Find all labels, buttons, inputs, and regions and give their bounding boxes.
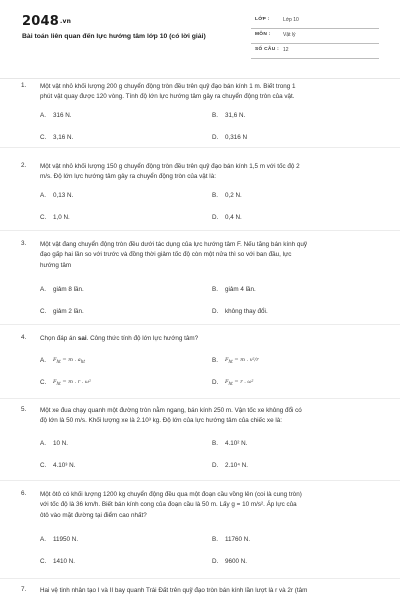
meta-info (251, 14, 379, 59)
question-text (40, 406, 380, 427)
question-line: hướng tâm (40, 261, 72, 269)
question-number: 2. (21, 162, 27, 169)
header-divider (0, 78, 400, 79)
question-number: 5. (21, 406, 27, 413)
question-number: 6. (21, 490, 27, 497)
meta-class-row (251, 14, 379, 29)
question-line: Một xe đua chạy quanh một đường tròn nằm ngang, bán kính 250 m. Vận tốc xe không đổi có (40, 407, 302, 414)
question-text (40, 82, 380, 103)
question-line: Một vật nhỏ khối lượng 200 g chuyển động tròn đều trên quỹ đạo bán kính 1 m. Biết trong 1 (40, 83, 296, 90)
question-divider (0, 324, 400, 325)
question-line: độ lớn là 50 m/s. Khối lượng xe là 2.10³ kg. Độ lớn của lực hướng tâm của chiếc xe là: (40, 417, 282, 425)
question-number: 4. (21, 334, 27, 341)
question-line: m/s. Độ lớn lực hướng tâm gây ra chuyển động tròn của vật là: (40, 173, 216, 181)
meta-label: MÔN : (255, 32, 271, 37)
meta-label: SỐ CÂU : (255, 47, 279, 52)
question-number: 3. (21, 240, 27, 247)
question-text (40, 586, 380, 596)
question-line: Một ôtô có khối lượng 1200 kg chuyển động đều qua một đoạn cầu vồng lên (coi là cung tròn) (40, 491, 302, 498)
question-text: Chọn đáp án sai. Công thức tính độ lớn lực hướng tâm? (40, 335, 199, 342)
question-divider (0, 480, 400, 481)
question-number: 7. (21, 586, 27, 593)
question-line: đạo gấp hai lần so với trước và đồng thời giảm tốc độ còn một nửa thì so với ban đầu, lực (40, 251, 292, 259)
question-divider (0, 147, 400, 148)
meta-subject-row (251, 29, 379, 44)
question-divider (0, 230, 400, 231)
question-divider (0, 578, 400, 579)
question-line: Hai vệ tinh nhân tạo I và II bay quanh Trái Đất trên quỹ đạo tròn bán kính lần lượt là r và 2r (tâm (40, 587, 308, 594)
page-header (0, 0, 400, 68)
question-divider (0, 398, 400, 399)
question-line: ôtô vào mặt đường tại điểm cao nhất? (40, 511, 147, 519)
meta-value: Vật lý (283, 32, 296, 38)
question-text (40, 162, 380, 183)
question-line: với tốc độ là 36 km/h. Biết bán kính cong của đoạn cầu là 50 m. Lấy g = 10 m/s². Áp lực của (40, 501, 297, 509)
meta-label: LỚP : (255, 17, 270, 22)
meta-value: 12 (283, 47, 289, 53)
question-line: phút vật quay được 120 vòng. Tính độ lớn lực hướng tâm gây ra chuyển động tròn của vật. (40, 93, 295, 101)
question-text (40, 490, 380, 521)
meta-value: Lớp 10 (283, 17, 299, 23)
question-line: Một vật đang chuyển động tròn đều dưới tác dụng của lực hướng tâm F. Nếu tăng bán kính quỹ (40, 241, 307, 248)
question-line: Một vật nhỏ khối lượng 150 g chuyển động tròn đều trên quỹ đạo bán kính 1,5 m với tốc độ 2 (40, 163, 300, 170)
question-text (40, 240, 380, 271)
site-logo[interactable]: 2048.vn (22, 14, 72, 29)
meta-count-row (251, 44, 379, 59)
document-title: Bài toán liên quan đến lực hướng tâm lớp 10 (có lời giải) (22, 33, 206, 40)
question-number: 1. (21, 82, 27, 89)
